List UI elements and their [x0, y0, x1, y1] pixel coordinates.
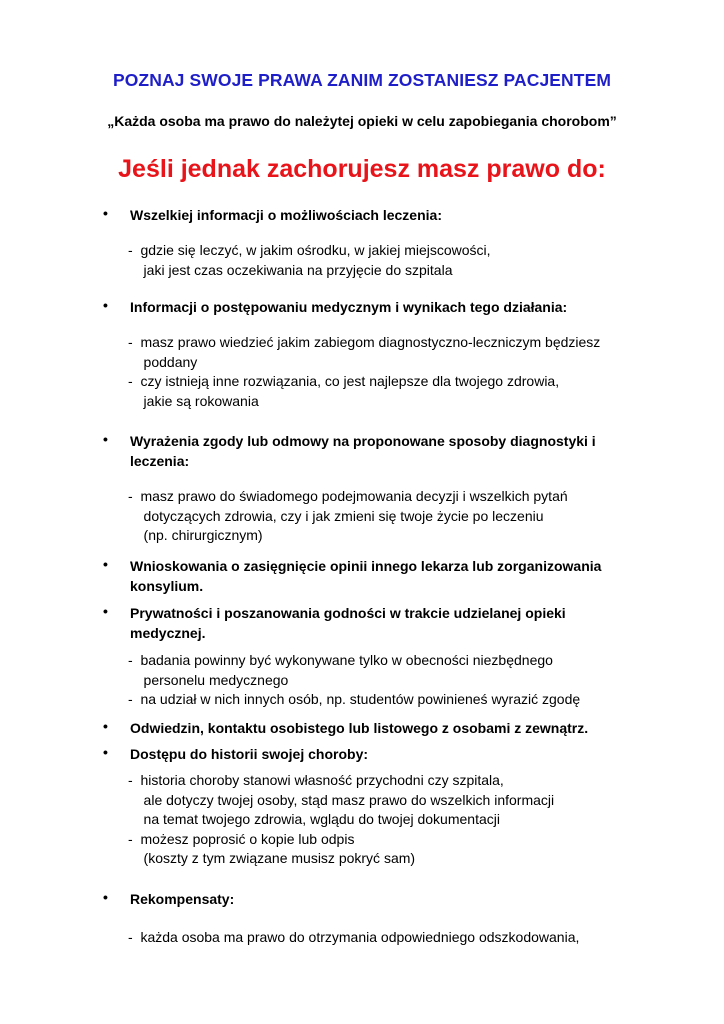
list-item-details: - badania powinny być wykonywane tylko w obecności niezbędnego personelu medycznego - na udział w nich innych osób, np. studentów powinieneś wyrazić zgodę: [128, 652, 581, 707]
list-item-details: - historia choroby stanowi własność przychodni czy szpitala, ale dotyczy twojej osoby, stąd masz prawo do wszelkich informacji na temat twojego zdrowia, wglądu do twojej dokumentacji - możesz poprosić o kopie lub odpis (koszty z tym związane musisz pokryć sam): [128, 772, 555, 866]
bullet: •: [103, 718, 108, 734]
list-item-label: Wszelkiej informacji o możliwościach leczenia:: [130, 207, 442, 223]
list-item-label: Dostępu do historii swojej choroby:: [130, 746, 369, 762]
list-item-details: - masz prawo do świadomego podejmowania decyzji i wszelkich pytań dotyczących zdrowia, czy i jak zmieni się twoje życie po leczeniu (np. chirurgicznym): [128, 488, 568, 543]
list-item-label: Informacji o postępowaniu medycznym i wynikach tego działania:: [130, 299, 568, 315]
bullet: •: [103, 744, 108, 760]
document-title: POZNAJ SWOJE PRAWA ZANIM ZOSTANIESZ PACJENTEM: [112, 70, 612, 90]
bullet: •: [103, 556, 108, 572]
list-item-label: Wnioskowania o zasięgnięcie opinii innego lekarza lub zorganizowania konsylium.: [130, 558, 602, 594]
motto-quote: „Każda osoba ma prawo do należytej opieki w celu zapobiegania chorobom”: [107, 113, 617, 129]
list-item-label: Rekompensaty:: [130, 891, 235, 907]
list-item-details: - masz prawo wiedzieć jakim zabiegom diagnostyczno-leczniczym będziesz poddany - czy istnieją inne rozwiązania, co jest najlepsze dla twojego zdrowia, jakie są rokowania: [128, 334, 601, 409]
list-item-label: Prywatności i poszanowania godności w trakcie udzielanej opieki medycznej.: [130, 605, 566, 641]
list-item-details: - każda osoba ma prawo do otrzymania odpowiedniego odszkodowania,: [128, 929, 580, 945]
bullet: •: [103, 205, 108, 221]
section-heading: Jeśli jednak zachorujesz masz prawo do:: [118, 155, 606, 183]
list-item-label: Wyrażenia zgody lub odmowy na proponowane sposoby diagnostyki i leczenia:: [130, 433, 596, 469]
bullet: •: [103, 889, 108, 905]
list-item-label: Odwiedzin, kontaktu osobistego lub listowego z osobami z zewnątrz.: [130, 720, 589, 736]
bullet: •: [103, 297, 108, 313]
list-item-details: - gdzie się leczyć, w jakim ośrodku, w jakiej miejscowości, jaki jest czas oczekiwania na przyjęcie do szpitala: [128, 242, 491, 278]
bullet: •: [103, 431, 108, 447]
bullet: •: [103, 603, 108, 619]
